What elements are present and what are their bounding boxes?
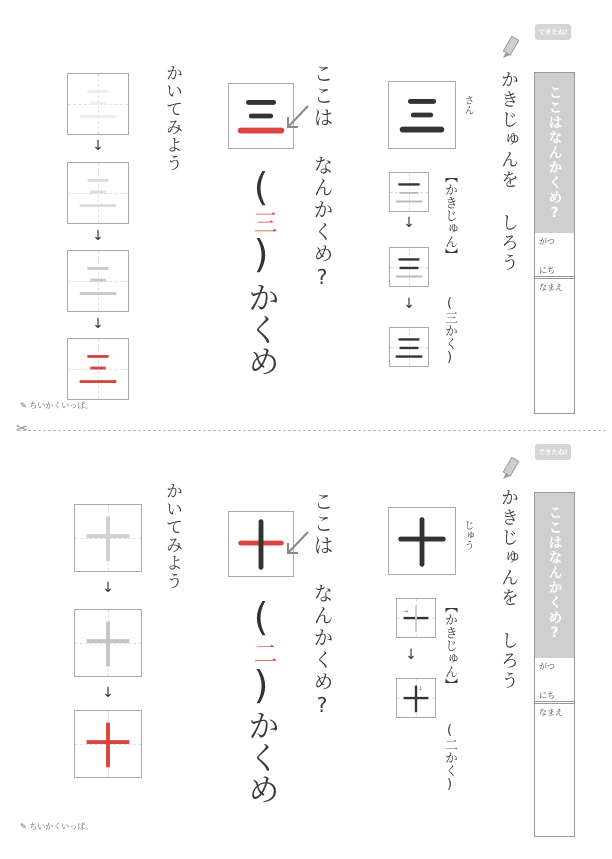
stroke-order-label: 【かきじゅん】 <box>442 600 457 691</box>
page-title: かきじゅんを しろう <box>498 488 519 691</box>
kanji-san-model <box>389 82 455 148</box>
worksheet-top <box>0 0 612 420</box>
svg-text:→: → <box>402 607 409 616</box>
answer-value[interactable]: 二 <box>249 641 277 665</box>
pencil-icon <box>500 457 524 483</box>
pencil-small-icon: ✎ <box>20 401 27 410</box>
name-field[interactable] <box>535 704 574 721</box>
practice-arrow: ↓ <box>102 580 114 596</box>
sidebar-question: ここはなんかくめ? <box>546 505 563 642</box>
stroke-order-step-1 <box>389 172 429 212</box>
stroke-order-step-2 <box>396 678 436 718</box>
sidebar-panel <box>534 492 575 837</box>
practice-arrow: ↓ <box>92 138 104 154</box>
name-field[interactable] <box>535 279 574 296</box>
stroke-order-step-2 <box>389 247 429 287</box>
brand-logo-text: ちいかくいっぱ。 <box>29 822 94 831</box>
stroke-arrow: ↓ <box>403 215 415 231</box>
stroke-count-label: (二かく) <box>442 723 457 792</box>
sidebar-question-band <box>535 73 574 233</box>
brand-logo-text: ちいかくいっぱ。 <box>29 401 94 410</box>
stroke-order-step-3 <box>389 327 429 367</box>
svg-text:↓: ↓ <box>417 684 424 693</box>
day-field[interactable] <box>535 265 574 279</box>
worksheet-bottom <box>0 437 612 857</box>
page-title: かきじゅんを しろう <box>498 70 519 273</box>
stroke-order-step-1 <box>396 598 436 638</box>
day-field[interactable] <box>535 690 574 704</box>
done-badge: できたね! <box>535 24 571 40</box>
answer-close-paren: ) <box>239 232 283 276</box>
practice-box-2[interactable] <box>74 609 142 677</box>
practice-box-3[interactable] <box>67 250 129 312</box>
sidebar-panel <box>534 72 575 414</box>
stroke-count-label: (三かく) <box>442 296 457 365</box>
pointer-arrow-icon <box>282 103 312 133</box>
practice-box-3[interactable] <box>74 710 142 778</box>
practice-box-4[interactable] <box>67 338 129 400</box>
brand-logo <box>20 821 93 832</box>
practice-box-1[interactable] <box>74 504 142 572</box>
pencil-icon <box>500 36 524 62</box>
sidebar-question: ここはなんかくめ? <box>546 85 563 222</box>
question-text: ここは なんかくめ? <box>310 63 334 291</box>
practice-arrow: ↓ <box>92 316 104 332</box>
kanji-reading: じゅう <box>462 520 473 550</box>
pencil-small-icon: ✎ <box>20 822 27 831</box>
question-text: ここは なんかくめ? <box>310 491 334 719</box>
month-label: がつ <box>539 237 555 246</box>
scissors-icon: ✂ <box>16 421 28 437</box>
practice-arrow: ↓ <box>92 228 104 244</box>
stroke-arrow: ↓ <box>403 296 415 312</box>
practice-label: かいてみよう <box>162 64 182 172</box>
kakume-text: かくめ <box>243 281 281 377</box>
kanji-reading: さん <box>462 95 473 115</box>
practice-box-2[interactable] <box>67 162 129 224</box>
practice-box-1[interactable] <box>67 73 129 135</box>
stroke-order-label: 【かきじゅん】 <box>442 170 457 261</box>
pointer-arrow-icon <box>282 529 312 559</box>
answer-close-paren: ) <box>239 663 283 707</box>
kanji-juu-model <box>389 508 455 574</box>
practice-arrow: ↓ <box>102 685 114 701</box>
kakume-text: かくめ <box>243 709 281 805</box>
answer-open-paren: ( <box>239 165 283 209</box>
name-label: なまえ <box>539 283 563 292</box>
practice-label: かいてみよう <box>162 482 182 590</box>
kanji-model-box <box>388 81 456 149</box>
day-label: にち <box>539 266 555 275</box>
sidebar-question-band <box>535 493 574 658</box>
answer-value[interactable]: 三 <box>249 210 277 234</box>
day-label: にち <box>539 691 555 700</box>
name-label: なまえ <box>539 708 563 717</box>
stroke-arrow: ↓ <box>405 647 417 663</box>
month-label: がつ <box>539 662 555 671</box>
kanji-model-box <box>388 507 456 575</box>
answer-open-paren: ( <box>239 595 283 639</box>
cut-line <box>18 430 606 431</box>
done-badge: できたね! <box>535 444 571 460</box>
brand-logo <box>20 400 93 411</box>
